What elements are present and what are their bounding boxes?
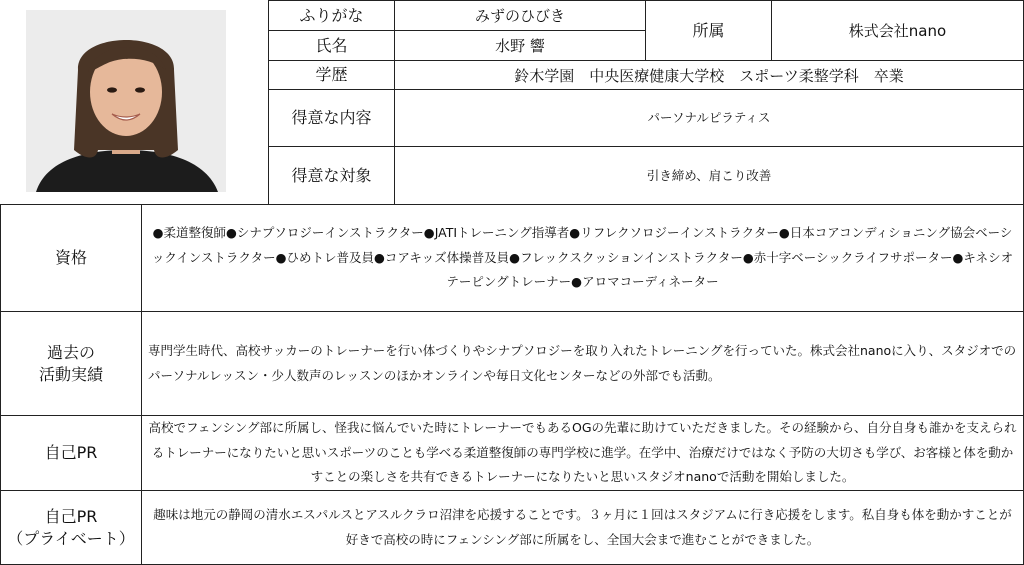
target-value bbox=[394, 146, 1024, 205]
education-label bbox=[268, 60, 395, 90]
qualifications-label-text: 資格 bbox=[54, 248, 87, 268]
self-pr-private-label-line1: 自己PR bbox=[44, 506, 98, 526]
furigana-label bbox=[268, 0, 395, 31]
education-value-text: 鈴木学園 中央医療健康大学校 スポーツ柔整学科 卒業 bbox=[514, 66, 904, 85]
past-activities-label-line2: 活動実績 bbox=[38, 364, 103, 384]
target-label bbox=[268, 146, 395, 205]
name-value bbox=[394, 30, 646, 61]
affiliation-label bbox=[645, 0, 772, 61]
specialty-value bbox=[394, 89, 1024, 147]
self-pr-private-value-text: 趣味は地元の静岡の清水エスパルスとアスルクラロ沼津を応援することです。３ヶ月に１回はスタジアムに行き応援をします。私自身も体を動かすことが好きで高校の時にフェンシング部に所属をし、全国大会まで進むことができました。 bbox=[153, 507, 1012, 547]
past-activities-value-text: 専門学生時代、高校サッカーのトレーナーを行い体づくりやシナプソロジーを取り入れたトレーニングを行っていた。株式会社nanoに入り、スタジオでのパーソナルレッスン・少人数声のレッスンのほかオンラインや毎日文化センターなどの外部でも活動。 bbox=[148, 343, 1017, 383]
target-value-text: 引き締め、肩こり改善 bbox=[646, 167, 772, 183]
education-label-text: 学歴 bbox=[315, 65, 348, 85]
self-pr-private-label bbox=[0, 490, 142, 565]
self-pr-private-label-line2: （プライベート） bbox=[7, 528, 135, 548]
self-pr-value-text: 高校でフェンシング部に所属し、怪我に悩んでいた時にトレーナーでもあるOGの先輩に助けていただきました。その経験から、自分自身も誰かを支えられるトレーナーになりたいと思いスポーツのことも学べる柔道整復師の専門学校に進学。在学中、治療だけではなく予防の大切さも学び、お客様と体を動かすことの楽しさを共有できるトレーナーになりたいと思いスタジオnanoで活動を開始しました。 bbox=[148, 420, 1017, 485]
name-label-text: 氏名 bbox=[315, 35, 348, 55]
qualifications-label bbox=[0, 204, 142, 312]
specialty-label bbox=[268, 89, 395, 147]
affiliation-label-text: 所属 bbox=[692, 20, 725, 40]
self-pr-label bbox=[0, 415, 142, 491]
furigana-value-text: みずのひびき bbox=[474, 7, 565, 25]
furigana-label-text: ふりがな bbox=[299, 5, 364, 25]
affiliation-value bbox=[771, 0, 1024, 61]
qualifications-value bbox=[141, 204, 1024, 312]
name-value-text: 水野 響 bbox=[495, 37, 545, 55]
profile-photo bbox=[26, 10, 226, 192]
self-pr-value bbox=[141, 415, 1024, 491]
self-pr-private-value bbox=[141, 490, 1024, 565]
education-value bbox=[394, 60, 1024, 90]
qualifications-value-text: ●柔道整復師●シナプソロジーインストラクター●JATIトレーニング指導者●リフレクソロジーインストラクター●日本コアコンディショニング協会ベーシックインストラクター●ひめトレ普及員●コアキッズ体操普及員●フレックスクッションインストラクター●赤十字ベーシックライフサポーター●キネシオテーピングトレーナー●アロマコーディネーター bbox=[151, 225, 1014, 290]
furigana-value bbox=[394, 0, 646, 31]
specialty-label-text: 得意な内容 bbox=[291, 108, 372, 128]
past-activities-label bbox=[0, 311, 142, 416]
target-label-text: 得意な対象 bbox=[291, 165, 372, 185]
past-activities-label-line1: 過去の bbox=[46, 342, 95, 362]
specialty-value-text: パーソナルピラティス bbox=[647, 110, 771, 126]
affiliation-value-text: 株式会社nano bbox=[848, 22, 947, 40]
self-pr-label-text: 自己PR bbox=[44, 443, 98, 463]
past-activities-value bbox=[141, 311, 1024, 416]
person-photo-icon bbox=[26, 10, 226, 192]
name-label bbox=[268, 30, 395, 61]
